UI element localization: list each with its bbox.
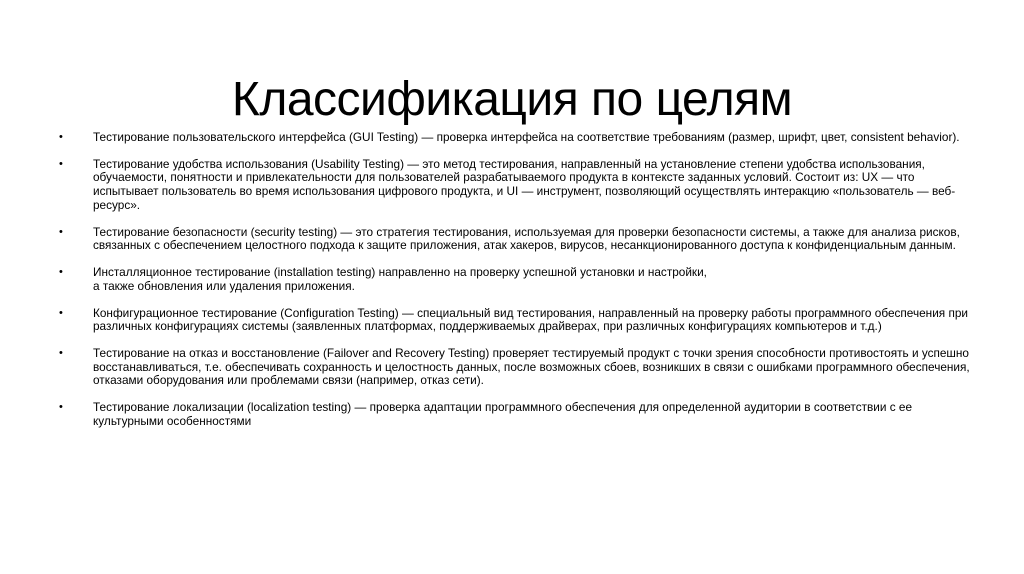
list-item-failover-testing — [58, 347, 970, 388]
list-item-text-line2: а также обновления или удаления приложения. — [93, 278, 355, 293]
list-item-text: Тестирование удобства использования (Usability Testing) — это метод тестирования, направленный на установление степени удобства использования, обучаемости, понятности и привлекательности для пользователей разрабатываемого продукта в контексте заданных условий. Состоит из: UX — что испытывает пользователь во время использования цифрового продукта, и UI — инструмент, позволяющий осуществлять интеракцию «пользователь — веб-ресурс». — [93, 156, 956, 212]
bullet-icon: • — [59, 306, 63, 319]
list-item-text: Инсталляционное тестирование (installation testing) направленно на проверку успешной установки и настройки, — [93, 265, 707, 280]
list-item-usability-testing — [58, 158, 970, 212]
list-item-text: Тестирование локализации (localization testing) — проверка адаптации программного обеспечения для определенной аудитории в соответствии с ее культурными особенностями — [93, 400, 913, 428]
list-item-localization-testing — [58, 401, 970, 428]
bullet-icon: • — [59, 225, 63, 238]
list-item-security-testing — [58, 226, 970, 253]
bullet-list — [58, 131, 970, 442]
bullet-icon: • — [59, 401, 63, 414]
list-item-text: Тестирование пользовательского интерфейса (GUI Testing) — проверка интерфейса на соответствие требованиям (размер, шрифт, цвет, consistent behavior). — [93, 130, 960, 144]
list-item-gui-testing — [58, 131, 970, 145]
bullet-icon: • — [59, 157, 63, 170]
list-item-text: Тестирование безопасности (security testing) — это стратегия тестирования, используемая для проверки безопасности системы, а также для анализа рисков, связанных с обеспечением целостного подхода к защите приложения, атак хакеров, вирусов, несанкционированного доступа к конфиденциальным данным. — [93, 224, 960, 253]
bullet-icon: • — [59, 266, 63, 279]
list-item-text: Конфигурационное тестирование (Configuration Testing) — специальный вид тестирования, направленный на проверку работы программного обеспечения при различных конфигурациях системы (заявленных платформах, поддерживаемых драйверах, при различных конфигурациях компьютеров и т.д.) — [93, 305, 968, 334]
bullet-icon: • — [59, 347, 63, 360]
slide-title: Классификация по целям — [231, 73, 793, 127]
bullet-icon: • — [59, 131, 63, 143]
list-item-installation-testing — [58, 266, 970, 293]
list-item-text: Тестирование на отказ и восстановление (Failover and Recovery Testing) проверяет тестируемый продукт с точки зрения способности противостоять и успешно восстанавливаться, т.е. обеспечивать сохранность и целостность данных, после возможных сбоев, возникших в связи с ошибками программного обеспечения, отказами оборудования или проблемами связи (например, отказ сети). — [93, 346, 970, 388]
list-item-configuration-testing — [58, 307, 970, 334]
